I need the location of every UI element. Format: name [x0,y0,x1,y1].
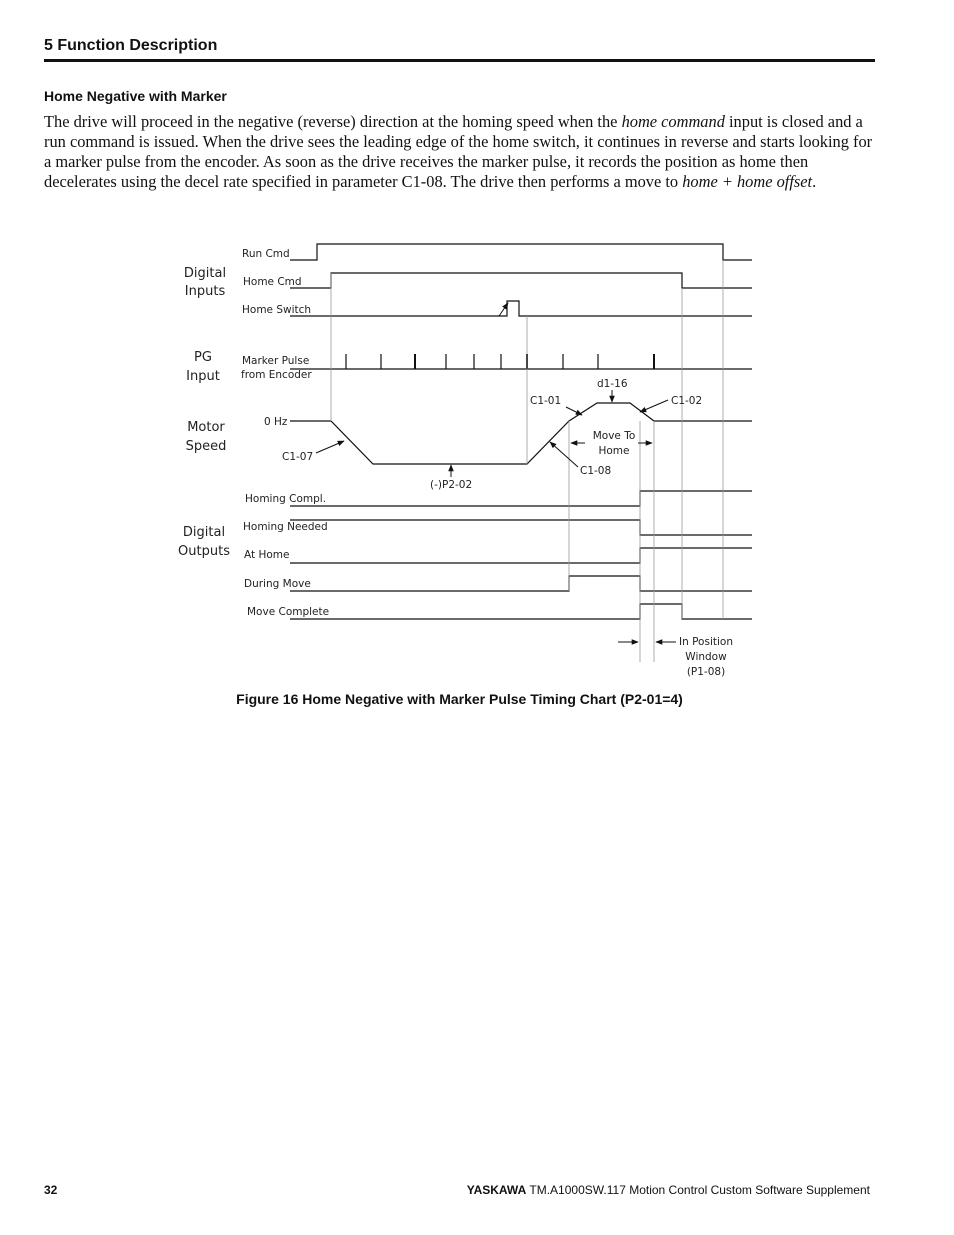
signal-label-homing-compl: Homing Compl. [245,493,327,505]
annotation-p2-02: (-)P2-02 [430,479,473,491]
arrow-c1-08 [550,442,578,467]
arrow-c1-02 [640,400,668,412]
group-label-digital-inputs-2: Inputs [184,284,226,299]
figure-caption: Figure 16 Home Negative with Marker Pulse Timing Chart (P2-01=4) [236,691,683,707]
annotation-move-to-home: Move To [592,430,636,442]
paragraph-text-3: . [812,172,817,191]
group-label-digital-outputs-2: Outputs [178,544,230,559]
signal-label-marker-pulse-2: from Encoder [241,369,312,381]
annotation-in-position-3: (P1-08) [686,666,726,678]
annotation-c1-08: C1-08 [580,465,612,477]
group-label-pg-input-2: Input [186,369,220,384]
signal-label-marker-pulse: Marker Pulse [242,355,310,367]
signal-label-zero-hz: 0 Hz [264,416,288,428]
arrow-c1-01 [566,407,582,415]
signal-label-move-complete: Move Complete [247,606,330,618]
paragraph-emphasis-2: home + home offset [682,172,813,191]
marker-pulses [346,354,654,369]
waveform-motor-speed [290,403,752,464]
subsection-heading: Home Negative with Marker [44,88,227,104]
annotation-in-position: In Position [679,636,733,648]
group-label-digital-outputs: Digital [182,525,226,540]
footer-brand: YASKAWA [466,1183,527,1197]
paragraph-text-2: input is closed and a run command is issued. When the drive sees the leading edge of the home switch, it continues in reverse and starts looking for a marker pulse from the encoder. As soon as the drive receives the marker pulse, it records the position as home then decelerates using the decel rate specified in parameter C1-08. The drive then performs a move to [44,112,873,191]
waveform-during-move [290,576,752,591]
group-label-motor-speed: Motor [187,420,225,435]
waveform-homing-needed [290,520,752,535]
signal-label-at-home: At Home [244,549,290,561]
annotation-in-position-2: Window [685,651,727,663]
waveform-home-cmd [290,273,752,288]
annotation-c1-02: C1-02 [671,395,703,407]
group-label-pg-input: PG [194,350,212,365]
group-label-digital-inputs: Digital [183,266,227,281]
waveform-at-home [290,548,752,563]
annotation-c1-01: C1-01 [530,395,562,407]
section-header: 5 Function Description [44,37,218,54]
paragraph-text-1: The drive will proceed in the negative (reverse) direction at the homing speed when the [44,112,622,131]
signal-label-homing-needed: Homing Needed [243,521,328,533]
paragraph-emphasis-1: home command [621,112,725,131]
waveform-homing-compl [290,491,752,506]
waveform-home-switch [290,301,752,316]
group-label-motor-speed-2: Speed [185,439,227,454]
footer-document-title [467,1183,870,1197]
signal-label-home-switch: Home Switch [242,304,312,316]
footer-page-number: 32 [44,1183,58,1197]
annotation-move-to-home-2: Home [598,445,630,457]
arrow-c1-07 [316,441,344,453]
annotation-c1-07: C1-07 [282,451,314,463]
annotation-d1-16: d1-16 [597,378,628,390]
signal-label-home-cmd: Home Cmd [243,276,302,288]
signal-label-during-move: During Move [244,578,311,590]
waveform-move-complete [290,604,752,619]
reference-lines [331,260,723,662]
waveform-run-cmd [290,244,752,260]
signal-label-run-cmd: Run Cmd [242,248,290,260]
footer-document-name: TM.A1000SW.117 Motion Control Custom Software Supplement [526,1183,870,1197]
